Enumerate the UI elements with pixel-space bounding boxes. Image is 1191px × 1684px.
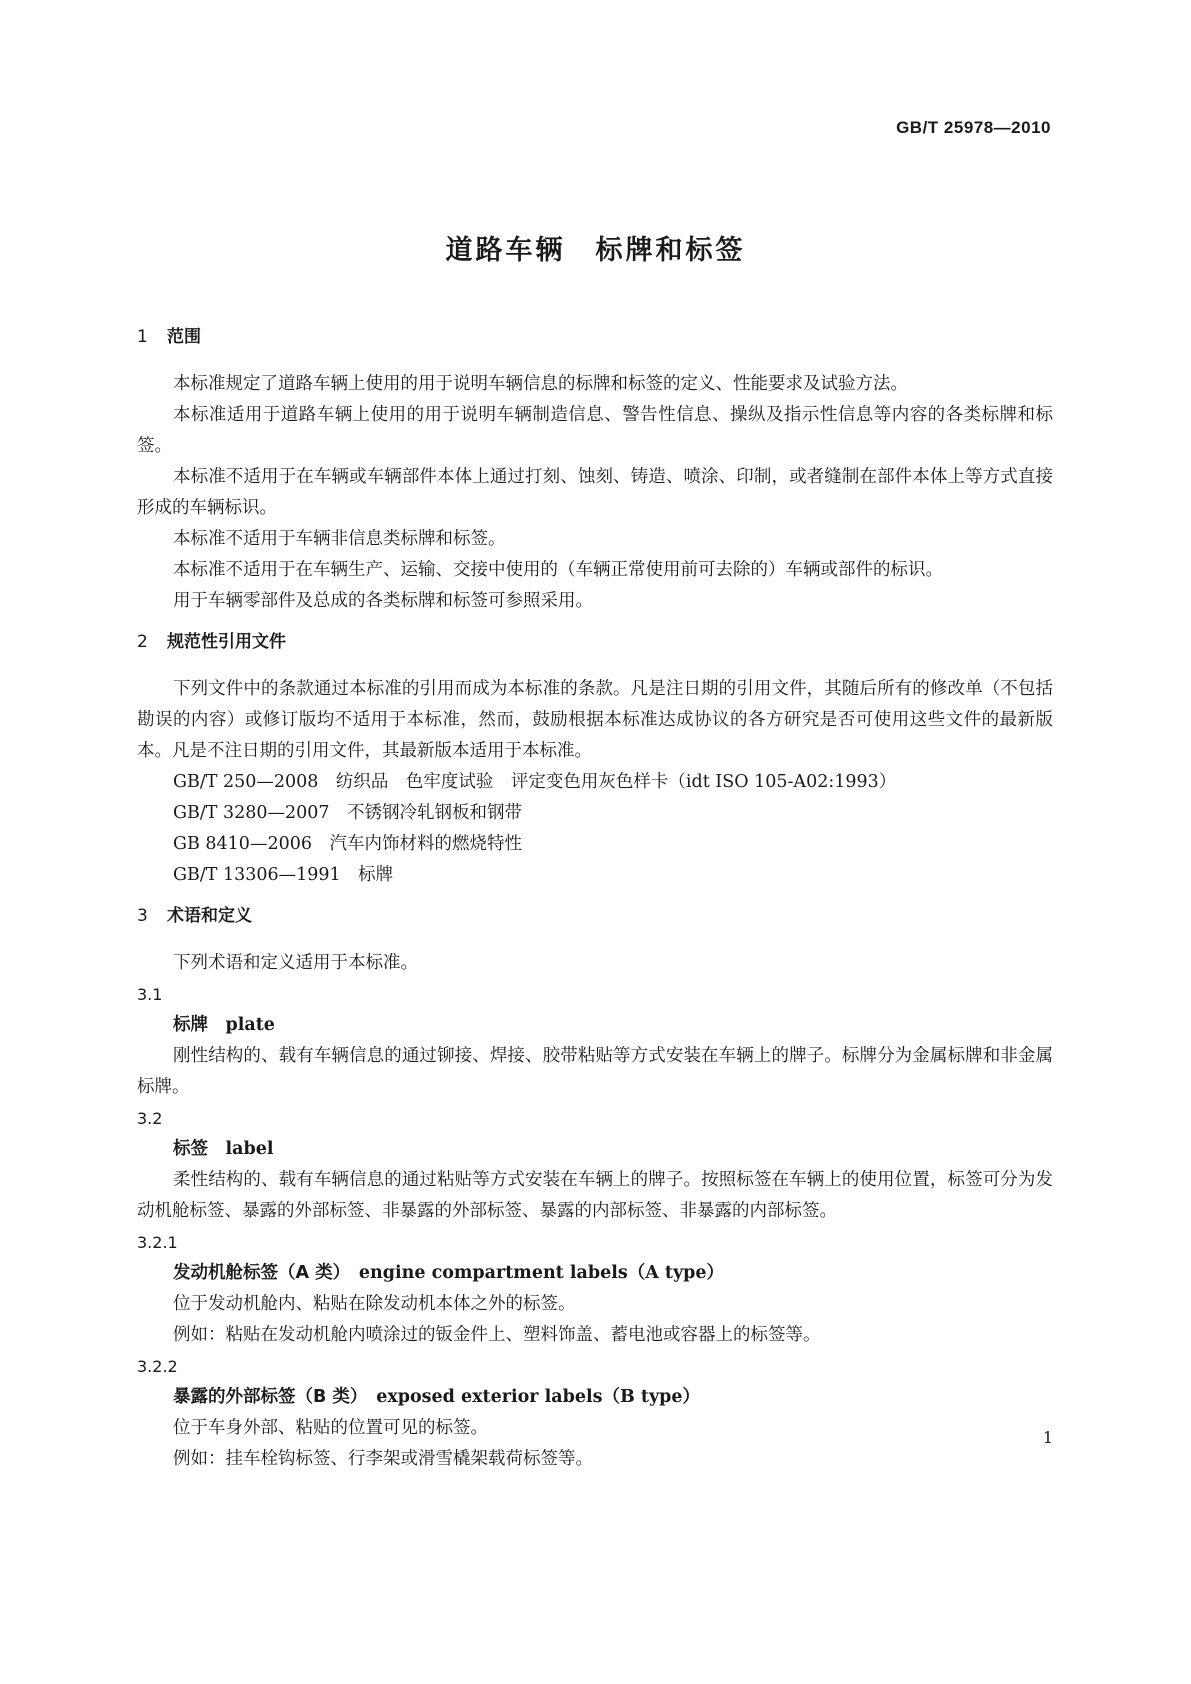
term-zh: 标签 xyxy=(173,1139,208,1159)
section-1-heading xyxy=(137,322,1053,353)
reference-item: GB/T 250—2008 纺织品 色牢度试验 评定变色用灰色样卡（idt ISO 105-A02:1993） xyxy=(173,772,897,792)
term-en: label xyxy=(225,1139,274,1159)
term-zh: 发动机舱标签（A 类） xyxy=(173,1263,342,1283)
section-title: 规范性引用文件 xyxy=(167,632,286,652)
section-number: 3 xyxy=(137,906,148,926)
definition: 位于车身外部、粘贴的位置可见的标签。 xyxy=(173,1418,488,1438)
reference-item: GB 8410—2006 汽车内饰材料的燃烧特性 xyxy=(173,834,522,854)
definition: 柔性结构的、载有车辆信息的通过粘贴等方式安装在车辆上的牌子。按照标签在车辆上的使用位置，标签可分为发动机舱标签、暴露的外部标签、非暴露的外部标签、暴露的内部标签、非暴露的内部标签。 xyxy=(137,1170,1053,1221)
reference-item: GB/T 3280—2007 不锈钢冷轧钢板和钢带 xyxy=(173,803,523,823)
term-en: engine compartment labels（A type） xyxy=(358,1263,725,1283)
term-heading xyxy=(137,1134,1053,1165)
section-title: 范围 xyxy=(167,327,201,347)
example: 例如：粘贴在发动机舱内喷涂过的钣金件上、塑料饰盖、蓄电池或容器上的标签等。 xyxy=(173,1325,821,1345)
paragraph: 本标准规定了道路车辆上使用的用于说明车辆信息的标牌和标签的定义、性能要求及试验方法。 xyxy=(173,374,908,394)
definition: 位于发动机舱内、粘贴在除发动机本体之外的标签。 xyxy=(173,1294,576,1314)
paragraph: 下列术语和定义适用于本标准。 xyxy=(173,953,418,973)
paragraph: 本标准不适用于在车辆或车辆部件本体上通过打刻、蚀刻、铸造、喷涂、印制，或者缝制在部件本体上等方式直接形成的车辆标识。 xyxy=(137,467,1053,518)
clause-number: 3.1 xyxy=(137,985,163,1004)
definition: 刚性结构的、载有车辆信息的通过铆接、焊接、胶带粘贴等方式安装在车辆上的牌子。标牌分为金属标牌和非金属标牌。 xyxy=(137,1046,1053,1097)
term-heading xyxy=(137,1382,1053,1413)
paragraph: 下列文件中的条款通过本标准的引用而成为本标准的条款。凡是注日期的引用文件，其随后所有的修改单（不包括勘误的内容）或修订版均不适用于本标准，然而，鼓励根据本标准达成协议的各方研究是否可使用这些文件的最新版本。凡是不注日期的引用文件，其最新版本适用于本标准。 xyxy=(137,679,1053,761)
section-2-heading xyxy=(137,627,1053,658)
term-en: exposed exterior labels（B type） xyxy=(376,1387,700,1407)
reference-item: GB/T 13306—1991 标牌 xyxy=(173,865,394,885)
section-title: 术语和定义 xyxy=(167,906,252,926)
page-number: 1 xyxy=(1042,1428,1053,1447)
term-heading xyxy=(137,1258,1053,1289)
term-heading xyxy=(137,1010,1053,1041)
term-en: plate xyxy=(225,1015,275,1035)
clause-number: 3.2.1 xyxy=(137,1233,178,1252)
paragraph: 本标准不适用于车辆非信息类标牌和标签。 xyxy=(173,529,506,549)
section-number: 1 xyxy=(137,327,148,347)
document-title: 道路车辆 标牌和标签 xyxy=(445,235,746,266)
paragraph: 本标准不适用于在车辆生产、运输、交接中使用的（车辆正常使用前可去除的）车辆或部件的标识。 xyxy=(173,560,943,580)
paragraph: 用于车辆零部件及总成的各类标牌和标签可参照采用。 xyxy=(173,591,593,611)
clause-number: 3.2.2 xyxy=(137,1357,178,1376)
section-3-heading xyxy=(137,901,1053,932)
term-zh: 暴露的外部标签（B 类） xyxy=(173,1387,359,1407)
document-body xyxy=(137,322,1053,1475)
standard-code: GB/T 25978—2010 xyxy=(896,118,1051,137)
clause-number: 3.2 xyxy=(137,1109,163,1128)
example: 例如：挂车栓钩标签、行李架或滑雪橇架载荷标签等。 xyxy=(173,1449,593,1469)
paragraph: 本标准适用于道路车辆上使用的用于说明车辆制造信息、警告性信息、操纵及指示性信息等内容的各类标牌和标签。 xyxy=(137,405,1053,456)
term-zh: 标牌 xyxy=(173,1015,208,1035)
section-number: 2 xyxy=(137,632,148,652)
